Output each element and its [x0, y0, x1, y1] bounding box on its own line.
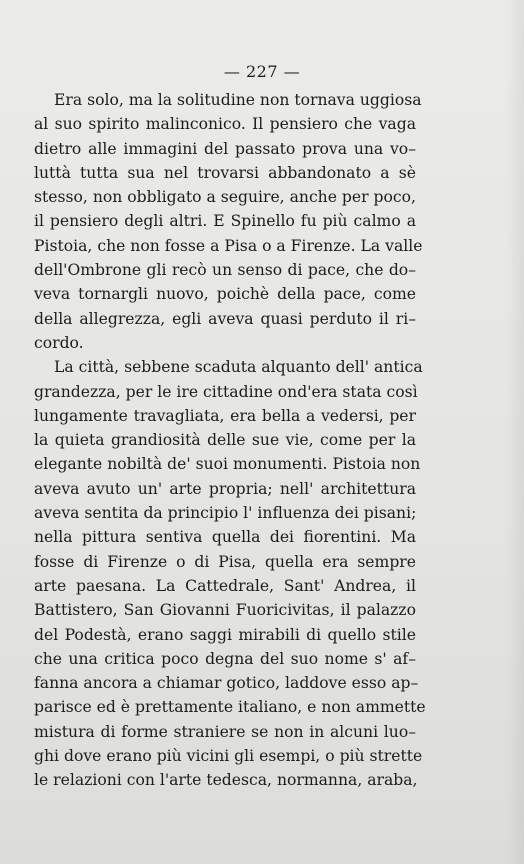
text-line: grandezza, per le ire cittadine ond'era stata così	[34, 382, 418, 401]
text-line: la quieta grandiosità delle sue vie, come per la	[34, 431, 416, 450]
text-line: Pistoia, che non fosse a Pisa o a Firenze. La valle	[34, 236, 423, 255]
text-line: veva tornargli nuovo, poichè della pace, come	[34, 285, 416, 304]
text-line: al suo spirito malinconico. Il pensiero che vaga	[34, 115, 416, 134]
text-line: stesso, non obbligato a seguire, anche per poco,	[34, 188, 416, 207]
text-line: arte paesana. La Cattedrale, Sant' Andrea, il	[34, 576, 416, 595]
text-line: Era solo, ma la solitudine non tornava uggiosa	[54, 91, 422, 109]
text-line: aveva avuto un' arte propria; nell' architettura	[34, 479, 416, 498]
text-line: il pensiero degli altri. E Spinello fu più calmo a	[34, 212, 416, 231]
text-line: luttà tutta sua nel trovarsi abbandonato a sè	[34, 163, 416, 182]
text-line: cordo.	[34, 333, 84, 352]
body-text	[34, 88, 426, 793]
text-line: le relazioni con l'arte tedesca, normanna, araba,	[34, 771, 418, 790]
page-number: — 227 —	[223, 62, 301, 81]
text-line: fanna ancora a chiamar gotico, laddove esso ap–	[34, 674, 419, 693]
text-line: ghi dove erano più vicini gli esempi, o più strette	[34, 747, 423, 766]
text-line: mistura di forme straniere se non in alcuni luo–	[34, 722, 416, 741]
text-line: del Podestà, erano saggi mirabili di quello stile	[34, 625, 416, 644]
text-line: fosse di Firenze o di Pisa, quella era sempre	[34, 552, 416, 571]
text-line: lungamente travagliata, era bella a vedersi, per	[34, 406, 416, 425]
text-line: elegante nobiltà de' suoi monumenti. Pistoia non	[34, 455, 421, 474]
text-line: dietro alle immagini del passato prova una vo–	[34, 139, 416, 158]
text-line: Battistero, San Giovanni Fuoricivitas, il palazzo	[34, 601, 416, 620]
text-line: La città, sebbene scaduta alquanto dell' antica	[54, 358, 423, 377]
text-line: che una critica poco degna del suo nome s' af–	[34, 649, 416, 668]
text-line: nella pittura sentiva quella dei fiorentini. Ma	[34, 528, 416, 547]
text-line: parisce ed è prettamente italiano, e non ammette	[34, 698, 426, 717]
page-edge-shadow	[506, 0, 524, 864]
text-line: aveva sentita da principio l' influenza dei pisani;	[34, 504, 417, 523]
text-line: dell'Ombrone gli recò un senso di pace, che do–	[34, 261, 416, 280]
text-line: della allegrezza, egli aveva quasi perduto il ri–	[34, 309, 416, 328]
